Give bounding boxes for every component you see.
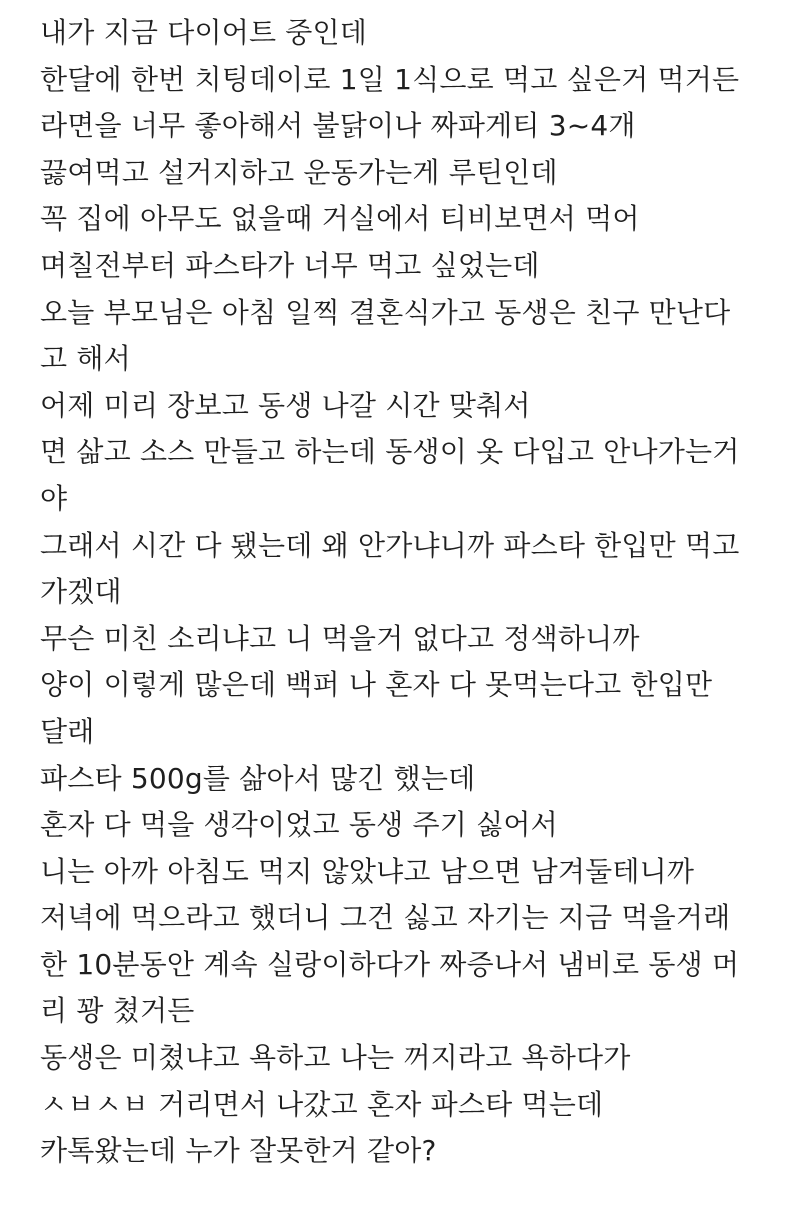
post-line: ㅅㅂㅅㅂ 거리면서 나갔고 혼자 파스타 먹는데 xyxy=(40,1087,604,1121)
post-line: 파스타 500g를 삶아서 많긴 했는데 xyxy=(40,761,476,795)
post-line: 오늘 부모님은 아침 일찍 결혼식가고 동생은 친구 만난다 xyxy=(40,295,731,329)
post-line: 무슨 미친 소리냐고 니 먹을거 없다고 정색하니까 xyxy=(40,621,640,655)
post-line: 면 삶고 소스 만들고 하는데 동생이 옷 다입고 안나가는거 xyxy=(40,435,740,469)
post-line: 내가 지금 다이어트 중인데 xyxy=(40,16,368,49)
post-line: 꼭 집에 아무도 없을때 거실에서 티비보면서 먹어 xyxy=(40,202,640,236)
post-body xyxy=(40,10,780,1175)
post-line: 그래서 시간 다 됐는데 왜 안가냐니까 파스타 한입만 먹고 xyxy=(40,528,740,562)
post-line: 양이 이렇게 많은데 백퍼 나 혼자 다 못먹는다고 한입만 xyxy=(40,668,713,702)
post-line: 동생은 미쳤냐고 욕하고 나는 꺼지라고 욕하다가 xyxy=(40,1041,631,1075)
post-line: 야 xyxy=(40,481,68,515)
post-line: 달래 xyxy=(40,714,95,748)
post-line: 라면을 너무 좋아해서 불닭이나 짜파게티 3~4개 xyxy=(40,109,636,143)
post-line: 끓여먹고 설거지하고 운동가는게 루틴인데 xyxy=(40,155,558,189)
post-line: 한달에 한번 치팅데이로 1일 1식으로 먹고 싶은거 먹거든 xyxy=(40,62,740,96)
post-line: 고 해서 xyxy=(40,342,131,376)
post-line: 니는 아까 아침도 먹지 않았냐고 남으면 남겨둘테니까 xyxy=(40,854,695,888)
post-line: 저녁에 먹으라고 했더니 그건 싫고 자기는 지금 먹을거래 xyxy=(40,901,731,935)
post-line: 며칠전부터 파스타가 너무 먹고 싶었는데 xyxy=(40,248,540,282)
post-line: 리 꽝 쳤거든 xyxy=(40,994,195,1028)
post-line: 혼자 다 먹을 생각이었고 동생 주기 싫어서 xyxy=(40,808,558,842)
post-line: 가겠대 xyxy=(40,575,122,609)
post-line: 한 10분동안 계속 실랑이하다가 짜증나서 냄비로 동생 머 xyxy=(40,947,740,981)
post-line: 어제 미리 장보고 동생 나갈 시간 맞춰서 xyxy=(40,388,531,422)
post-line: 카톡왔는데 누가 잘못한거 같아? xyxy=(40,1134,437,1168)
